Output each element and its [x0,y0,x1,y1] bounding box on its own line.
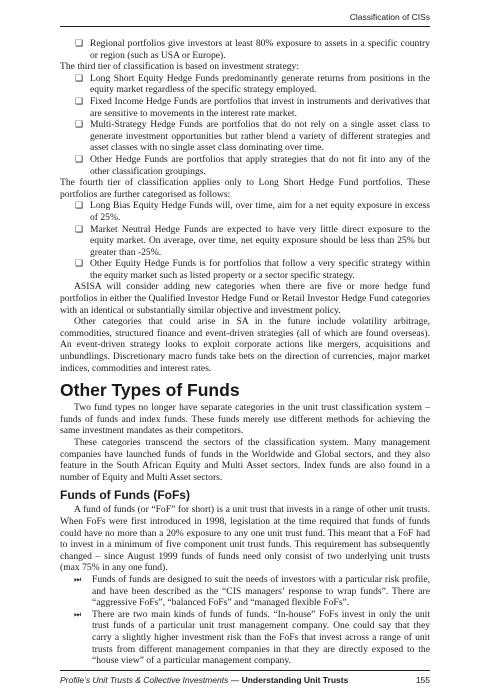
footer-publication [60,675,348,685]
list-item-text: Regional portfolios give investors at least 80% exposure to assets in a specific country or region (such as USA or Europe). [90,38,430,61]
list-item-market-neutral [60,224,430,259]
header-rule [60,26,430,27]
paragraph-transcend: These categories transcend the sectors of the classification system. Many management companies have launched funds of funds in the Worldwide and Global sectors, and they also feature in the South African Equity and Multi Asset sectors. Index funds are also found in a number of Equity and Multi Asset sectors. [60,437,430,483]
paragraph-other-categories: Other categories that could arise in SA in the future include volatility arbitrage, commodities, structured finance and event-driven strategies (all of which are found overseas). An event-driven strategy looks to exploit corporate actions like mergers, acquisitions and unbundlings. Discretionary macro funds take bets on the direction of currencies, major market indices, commodities and interest rates. [60,316,430,374]
checkbox-bullet-icon: ❑ [75,258,84,269]
list-item-text: There are two main kinds of funds of funds. “In-house” FoFs invest in only the unit trust funds of a particular unit trust management company. One could say that they carry a slightly higher investment risk than the FoFs that invest across a range of unit trusts from different management companies in that they are directly exposed to the “house view” of a particular management company. [92,608,430,667]
checkbox-bullet-icon: ❑ [75,72,84,83]
list-item-text: Other Hedge Funds are portfolios that apply strategies that do not fit into any of the other classification groupings. [90,153,430,177]
paragraph-third-tier: The third tier of classification is based on investment strategy: [60,61,299,73]
checkbox-bullet-icon: ❑ [75,200,84,211]
list-item-text: Long Bias Equity Hedge Funds will, over time, aim for a net equity exposure in excess of 25%. [90,200,430,223]
page-number: 155 [415,675,430,685]
list-item-fof-kinds [60,609,430,667]
paragraph-asisa: ASISA will consider adding new categories when there are five or more hedge fund portfolios in either the Qualified Investor Hedge Fund or Retail Investor Hedge Fund categories with an identical or substantially similar objective and investment policy. [60,281,430,316]
checkbox-bullet-icon: ❑ [75,38,84,48]
list-item-text: Market Neutral Hedge Funds are expected to have very little direct exposure to the equity market. On average, over time, net equity exposure should be less than 25% but greater than -25%. [90,223,430,258]
list-item-text: Fixed Income Hedge Funds are portfolios that invest in instruments and derivatives that are sensitive to movements in the interest rate market. [90,95,430,119]
list-item-other-hedge [60,154,430,177]
list-item-text: Multi-Strategy Hedge Funds are portfolios that do not rely on a single asset class to generate investment opportunities but rather blend a variety of different strategies and asset classes with no single asset class dominating over time. [90,119,430,154]
list-item-text: Other Equity Hedge Funds is for portfolios that follow a very specific strategy within the equity market such as listed property or a sector specific strategy. [90,258,430,281]
paragraph-fourth-tier: The fourth tier of classification applies only to Long Short Hedge Fund portfolios. These portfolios are further categorised as follows: [60,177,430,200]
checkbox-bullet-icon: ❑ [75,95,84,106]
list-item-fof-needs [60,574,430,609]
list-item-regional [60,38,430,61]
section-heading-other-types: Other Types of Funds [60,380,240,401]
list-item-long-bias [60,200,430,223]
arrow-bullet-icon: ⏭ [74,609,81,619]
running-header: Classification of CISs [349,12,430,22]
footer-publication-text: Profile’s Unit Trusts & Collective Investments — [60,675,240,685]
paragraph-two-types: Two fund types no longer have separate categories in the unit trust classification system – funds of funds and index funds. These funds merely use different methods for achieving the same investment mandates as their competitors. [60,402,430,437]
page-footer [60,675,430,685]
list-item-text: Long Short Equity Hedge Funds predominantly generate returns from positions in the equity market regardless of the specific strategy employed. [90,72,430,96]
list-item-other-equity [60,258,430,281]
footer-rule [60,670,430,671]
list-item-long-short [60,73,430,96]
list-item-text: Funds of funds are designed to suit the needs of investors with a particular risk profile, and have been described as the “CIS managers’ response to wrap funds”. There are “aggressive FoFs”, “balanced FoFs” and “managed flexible FoFs”. [92,573,430,609]
footer-book-title: Understanding Unit Trusts [241,675,349,685]
checkbox-bullet-icon: ❑ [75,119,84,130]
arrow-bullet-icon: ⏭ [74,574,81,584]
paragraph-fof: A fund of funds (or “FoF” for short) is a unit trust that invests in a range of other unit trusts. When FoFs were first introduced in 1998, legislation at the time required that funds of funds could have no more than a 20% exposure to any one unit trust fund. This meant that a FoF had to invest in a minimum of five component unit trust funds. This requirement has subsequently changed – since August 1999 funds of funds need only consist of two underlying unit trusts (max 75% in any one fund). [60,504,430,574]
page-body [60,38,430,667]
checkbox-bullet-icon: ❑ [75,153,84,164]
subsection-heading-fofs: Funds of Funds (FoFs) [60,488,190,503]
list-item-fixed-income [60,96,430,119]
list-item-multi-strategy [60,119,430,154]
checkbox-bullet-icon: ❑ [75,223,84,234]
